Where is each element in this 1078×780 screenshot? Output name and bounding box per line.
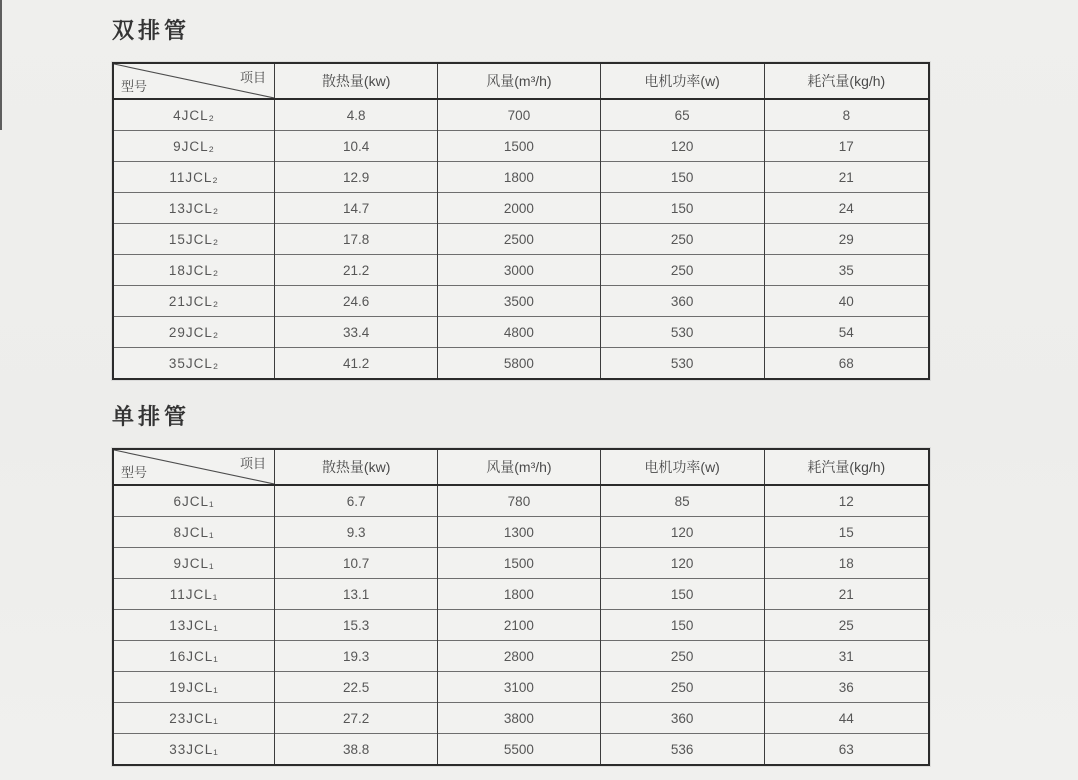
value-cell: 10.4 xyxy=(275,131,438,162)
value-cell: 120 xyxy=(600,548,764,579)
value-cell: 1500 xyxy=(438,131,600,162)
value-cell: 54 xyxy=(764,317,929,348)
value-cell: 536 xyxy=(600,734,764,766)
value-cell: 1800 xyxy=(438,579,600,610)
model-cell: 21JCL₂ xyxy=(113,286,275,317)
table-row xyxy=(113,162,929,193)
model-cell: 11JCL₂ xyxy=(113,162,275,193)
value-cell: 2000 xyxy=(438,193,600,224)
value-cell: 40 xyxy=(764,286,929,317)
value-cell: 36 xyxy=(764,672,929,703)
value-cell: 63 xyxy=(764,734,929,766)
value-cell: 250 xyxy=(600,224,764,255)
value-cell: 3000 xyxy=(438,255,600,286)
table-row xyxy=(113,255,929,286)
table-row xyxy=(113,193,929,224)
corner-header-cell xyxy=(113,449,275,485)
value-cell: 15.3 xyxy=(275,610,438,641)
table-row xyxy=(113,99,929,131)
column-header-heat-output: 散热量(kw) xyxy=(275,449,438,485)
value-cell: 150 xyxy=(600,193,764,224)
value-cell: 780 xyxy=(438,485,600,517)
value-cell: 24.6 xyxy=(275,286,438,317)
value-cell: 1800 xyxy=(438,162,600,193)
value-cell: 10.7 xyxy=(275,548,438,579)
value-cell: 24 xyxy=(764,193,929,224)
value-cell: 35 xyxy=(764,255,929,286)
model-cell: 29JCL₂ xyxy=(113,317,275,348)
value-cell: 1300 xyxy=(438,517,600,548)
value-cell: 21 xyxy=(764,579,929,610)
value-cell: 29 xyxy=(764,224,929,255)
column-header-steam-consumption: 耗汽量(kg/h) xyxy=(764,449,929,485)
column-header-air-volume: 风量(m³/h) xyxy=(438,449,600,485)
value-cell: 150 xyxy=(600,579,764,610)
corner-label-model: 型号 xyxy=(121,79,148,94)
value-cell: 22.5 xyxy=(275,672,438,703)
value-cell: 17.8 xyxy=(275,224,438,255)
value-cell: 19.3 xyxy=(275,641,438,672)
table-row xyxy=(113,517,929,548)
table-row xyxy=(113,348,929,380)
column-header-motor-power: 电机功率(w) xyxy=(600,63,764,99)
table-row xyxy=(113,579,929,610)
scan-edge-artifact xyxy=(0,0,2,130)
value-cell: 120 xyxy=(600,131,764,162)
value-cell: 2800 xyxy=(438,641,600,672)
table-row xyxy=(113,131,929,162)
model-cell: 6JCL₁ xyxy=(113,485,275,517)
value-cell: 700 xyxy=(438,99,600,131)
value-cell: 15 xyxy=(764,517,929,548)
column-header-motor-power: 电机功率(w) xyxy=(600,449,764,485)
value-cell: 250 xyxy=(600,255,764,286)
column-header-heat-output: 散热量(kw) xyxy=(275,63,438,99)
table-row xyxy=(113,610,929,641)
model-cell: 16JCL₁ xyxy=(113,641,275,672)
value-cell: 27.2 xyxy=(275,703,438,734)
table-row xyxy=(113,286,929,317)
value-cell: 150 xyxy=(600,610,764,641)
value-cell: 14.7 xyxy=(275,193,438,224)
table-row xyxy=(113,317,929,348)
value-cell: 21.2 xyxy=(275,255,438,286)
header-row xyxy=(113,63,929,99)
table-row xyxy=(113,734,929,766)
value-cell: 38.8 xyxy=(275,734,438,766)
column-header-air-volume: 风量(m³/h) xyxy=(438,63,600,99)
value-cell: 250 xyxy=(600,672,764,703)
table-row xyxy=(113,485,929,517)
model-cell: 23JCL₁ xyxy=(113,703,275,734)
double-row-pipe-spec-table xyxy=(112,62,930,380)
value-cell: 41.2 xyxy=(275,348,438,380)
table-row xyxy=(113,703,929,734)
corner-label-item: 项目 xyxy=(240,70,267,85)
value-cell: 25 xyxy=(764,610,929,641)
model-cell: 18JCL₂ xyxy=(113,255,275,286)
value-cell: 3100 xyxy=(438,672,600,703)
value-cell: 5800 xyxy=(438,348,600,380)
value-cell: 250 xyxy=(600,641,764,672)
value-cell: 44 xyxy=(764,703,929,734)
value-cell: 13.1 xyxy=(275,579,438,610)
model-cell: 19JCL₁ xyxy=(113,672,275,703)
value-cell: 3500 xyxy=(438,286,600,317)
model-cell: 11JCL₁ xyxy=(113,579,275,610)
value-cell: 360 xyxy=(600,703,764,734)
table-row xyxy=(113,672,929,703)
model-cell: 35JCL₂ xyxy=(113,348,275,380)
value-cell: 2500 xyxy=(438,224,600,255)
corner-label-model: 型号 xyxy=(121,465,148,480)
value-cell: 530 xyxy=(600,348,764,380)
value-cell: 3800 xyxy=(438,703,600,734)
value-cell: 2100 xyxy=(438,610,600,641)
value-cell: 150 xyxy=(600,162,764,193)
value-cell: 21 xyxy=(764,162,929,193)
value-cell: 17 xyxy=(764,131,929,162)
value-cell: 1500 xyxy=(438,548,600,579)
value-cell: 530 xyxy=(600,317,764,348)
model-cell: 13JCL₁ xyxy=(113,610,275,641)
value-cell: 4.8 xyxy=(275,99,438,131)
value-cell: 68 xyxy=(764,348,929,380)
value-cell: 360 xyxy=(600,286,764,317)
value-cell: 120 xyxy=(600,517,764,548)
value-cell: 65 xyxy=(600,99,764,131)
table-row xyxy=(113,224,929,255)
section-title-double-row-pipe: 双排管 xyxy=(112,18,191,43)
value-cell: 9.3 xyxy=(275,517,438,548)
model-cell: 13JCL₂ xyxy=(113,193,275,224)
single-row-pipe-spec-table xyxy=(112,448,930,766)
model-cell: 8JCL₁ xyxy=(113,517,275,548)
corner-label-item: 项目 xyxy=(240,456,267,471)
model-cell: 9JCL₂ xyxy=(113,131,275,162)
value-cell: 6.7 xyxy=(275,485,438,517)
value-cell: 8 xyxy=(764,99,929,131)
table-row xyxy=(113,641,929,672)
value-cell: 12.9 xyxy=(275,162,438,193)
value-cell: 4800 xyxy=(438,317,600,348)
value-cell: 12 xyxy=(764,485,929,517)
section-title-single-row-pipe: 单排管 xyxy=(112,404,191,429)
value-cell: 18 xyxy=(764,548,929,579)
model-cell: 15JCL₂ xyxy=(113,224,275,255)
model-cell: 9JCL₁ xyxy=(113,548,275,579)
model-cell: 33JCL₁ xyxy=(113,734,275,766)
value-cell: 31 xyxy=(764,641,929,672)
table-row xyxy=(113,548,929,579)
column-header-steam-consumption: 耗汽量(kg/h) xyxy=(764,63,929,99)
value-cell: 33.4 xyxy=(275,317,438,348)
corner-header-cell xyxy=(113,63,275,99)
value-cell: 5500 xyxy=(438,734,600,766)
model-cell: 4JCL₂ xyxy=(113,99,275,131)
header-row xyxy=(113,449,929,485)
value-cell: 85 xyxy=(600,485,764,517)
